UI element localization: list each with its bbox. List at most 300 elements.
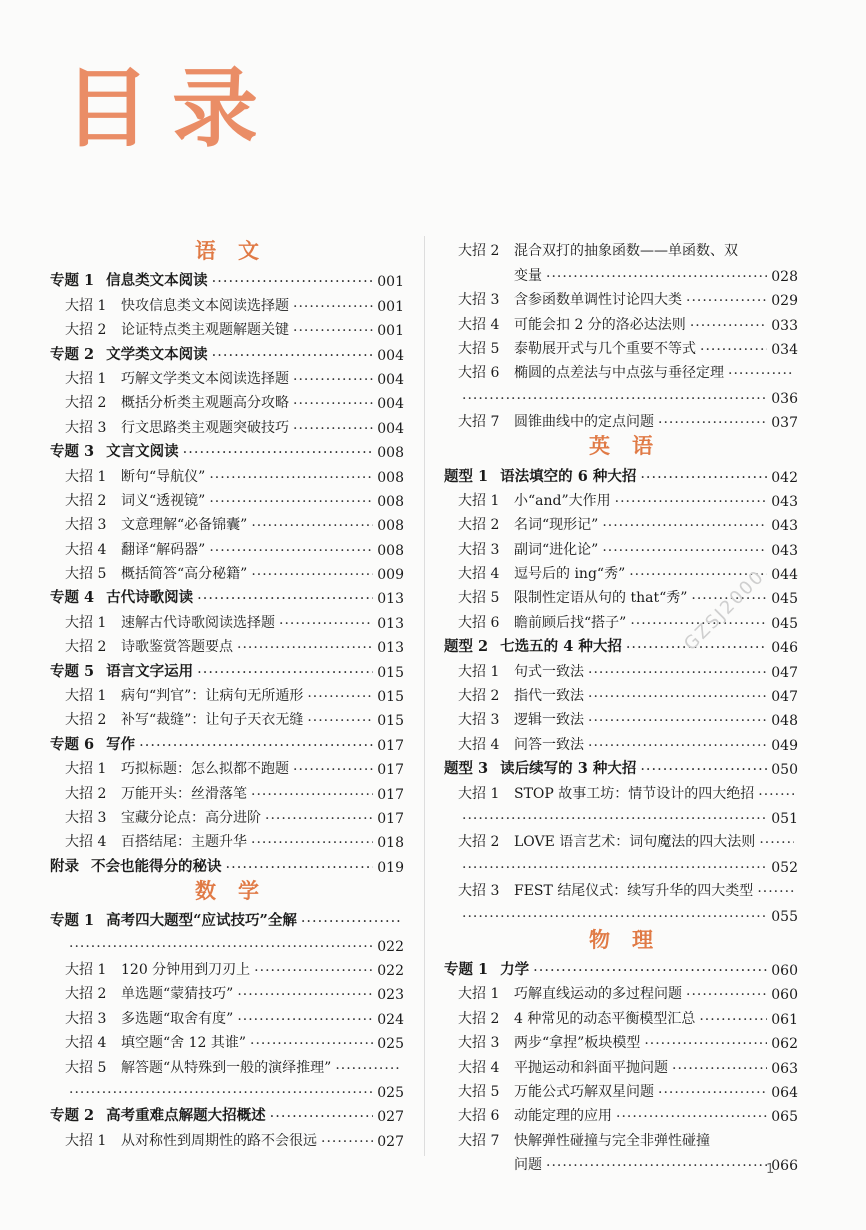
entry-label: 大招 3 (458, 541, 500, 558)
entry-page: 023 (377, 987, 404, 1004)
toc-entry[interactable] (458, 407, 798, 431)
toc-entry[interactable] (65, 364, 404, 388)
toc-entry[interactable] (65, 1028, 404, 1052)
entry-label: 大招 3 (65, 419, 107, 436)
leader-dots (212, 274, 374, 290)
entry-label: 大招 1 (65, 297, 107, 314)
entry-page: 027 (377, 1109, 404, 1126)
leader-dots (251, 567, 373, 583)
entry-page: 065 (771, 1109, 798, 1126)
leader-dots (209, 470, 373, 486)
entry-title: 副词“进化论” (514, 541, 599, 558)
entry-title: 含参函数单调性讨论四大类 (514, 292, 682, 309)
entry-page: 017 (377, 810, 404, 827)
toc-entry[interactable] (65, 803, 404, 827)
entry-page: 018 (377, 835, 404, 852)
toc-entry[interactable] (458, 309, 798, 333)
toc-right-column (444, 236, 798, 1174)
entry-label: 大招 5 (65, 566, 107, 583)
toc-entry[interactable] (458, 285, 798, 309)
toc-entry[interactable] (65, 290, 404, 314)
entry-label: 大招 3 (65, 1010, 107, 1027)
entry-page: 004 (377, 420, 404, 437)
entry-title: 巧拟标题：怎么拟都不跑题 (121, 761, 289, 778)
entry-title: 万能开头：丝滑落笔 (121, 785, 247, 802)
entry-label: 大招 2 (65, 639, 107, 656)
toc-entry[interactable] (65, 315, 404, 339)
leader-dots (226, 860, 374, 876)
leader-dots (197, 665, 373, 681)
entry-page: 008 (377, 542, 404, 559)
toc-entry[interactable] (458, 236, 798, 260)
entry-title: 文言文阅读 (106, 443, 179, 461)
leader-dots (699, 1012, 767, 1028)
entry-title: 巧解直线运动的多过程问题 (514, 986, 682, 1003)
leader-dots (293, 299, 373, 315)
entry-title: 解答题“从特殊到一般的演绎推理” (121, 1059, 332, 1076)
leader-dots (616, 1109, 767, 1125)
toc-entry[interactable] (458, 1003, 798, 1027)
entry-label: 大招 2 (458, 1010, 500, 1027)
leader-dots (588, 738, 767, 754)
entry-page: 001 (377, 298, 404, 315)
leader-dots (462, 391, 767, 407)
entry-title: 速解古代诗歌阅读选择题 (121, 614, 275, 631)
entry-label: 大招 2 (65, 395, 107, 412)
entry-label: 大招 4 (458, 316, 500, 333)
leader-dots (209, 543, 373, 559)
toc-entry[interactable] (65, 486, 404, 510)
column-divider (424, 236, 425, 1156)
toc-entry-continued[interactable] (458, 851, 798, 875)
entry-page: 001 (377, 323, 404, 340)
entry-page: 025 (377, 1084, 404, 1101)
entry-title: 翻译“解码器” (121, 541, 206, 558)
leader-dots (270, 1109, 374, 1125)
entry-page: 009 (377, 567, 404, 584)
entry-page: 019 (377, 859, 404, 876)
entry-page: 004 (377, 396, 404, 413)
toc-entry-continued[interactable] (458, 803, 798, 827)
entry-page: 047 (771, 689, 798, 706)
entry-page: 043 (771, 542, 798, 559)
entry-label: 附录 (50, 857, 79, 875)
leader-dots (301, 914, 400, 930)
entry-page: 033 (771, 317, 798, 334)
entry-page: 055 (771, 908, 798, 925)
entry-title: 限制性定语从句的 that“秀” (514, 590, 688, 607)
entry-label: 大招 1 (65, 1132, 107, 1149)
entry-title: 补写“裁缝”：让句子天衣无缝 (121, 712, 304, 729)
toc-entry[interactable] (458, 729, 798, 753)
entry-label: 专题 2 (50, 345, 95, 363)
leader-dots (69, 1085, 373, 1101)
leader-dots (237, 1012, 373, 1028)
leader-dots (251, 835, 373, 851)
leader-dots (293, 421, 373, 437)
entry-page: 066 (771, 1158, 798, 1175)
entry-label: 大招 3 (65, 809, 107, 826)
leader-dots (307, 689, 373, 705)
leader-dots (690, 318, 767, 334)
toc-entry[interactable] (458, 681, 798, 705)
entry-label: 大招 2 (458, 688, 500, 705)
toc-entry[interactable] (65, 778, 404, 802)
leader-dots (533, 963, 767, 979)
leader-dots (197, 591, 373, 607)
leader-dots (588, 689, 767, 705)
toc-section-entry[interactable] (50, 729, 404, 753)
entry-title: 读后续写的 3 种大招 (500, 760, 637, 778)
toc-entry[interactable] (65, 681, 404, 705)
entry-title: 动能定理的应用 (514, 1108, 612, 1125)
entry-label: 大招 1 (458, 785, 500, 802)
leader-dots (658, 1085, 767, 1101)
entry-page: 024 (377, 1011, 404, 1028)
entry-title: 写作 (106, 735, 136, 753)
toc-entry[interactable] (65, 534, 404, 558)
entry-page: 029 (771, 293, 798, 310)
toc-entry[interactable] (458, 1028, 798, 1052)
toc-entry[interactable] (458, 1101, 798, 1125)
entry-title: 多选题“取舍有度” (121, 1010, 234, 1027)
entry-title: FEST 结尾仪式：续写升华的四大类型 (514, 883, 754, 900)
leader-dots (640, 470, 767, 486)
entry-label: 大招 6 (458, 614, 500, 631)
toc-entry[interactable] (65, 607, 404, 631)
leader-dots (757, 884, 794, 900)
toc-entry-continued[interactable] (65, 1077, 404, 1101)
toc-entry[interactable] (65, 559, 404, 583)
leader-dots (69, 939, 373, 955)
entry-title: 120 分钟用到刀刃上 (121, 961, 251, 978)
entry-label: 题型 3 (444, 760, 489, 778)
entry-title: 小“and”大作用 (514, 492, 611, 509)
leader-dots (758, 787, 794, 803)
entry-page: 008 (377, 518, 404, 535)
toc-section-entry[interactable] (444, 955, 798, 979)
entry-page: 015 (377, 713, 404, 730)
entry-title: 信息类文本阅读 (106, 272, 208, 290)
toc-entry-continued[interactable] (458, 1150, 798, 1174)
entry-title: 填空题“舍 12 其谁” (121, 1035, 247, 1052)
toc-entry[interactable] (65, 1125, 404, 1149)
entry-page: 060 (771, 962, 798, 979)
toc-section-entry[interactable] (444, 632, 798, 656)
toc-section-entry[interactable] (50, 906, 404, 930)
entry-title: 语法填空的 6 种大招 (500, 467, 637, 485)
leader-dots (183, 445, 374, 461)
toc-entry[interactable] (458, 979, 798, 1003)
entry-title: 语言文字运用 (106, 662, 194, 680)
toc-entry[interactable] (458, 534, 798, 558)
entry-label: 大招 2 (65, 322, 107, 339)
entry-label: 专题 6 (50, 735, 95, 753)
toc-entry[interactable] (65, 827, 404, 851)
toc-entry[interactable] (65, 705, 404, 729)
leader-dots (237, 987, 373, 1003)
entry-page: 028 (771, 268, 798, 285)
toc-entry[interactable] (65, 1003, 404, 1027)
entry-page: 046 (771, 640, 798, 657)
entry-title: 句式一致法 (514, 663, 584, 680)
entry-title: 论证特点类主观题解题关键 (121, 322, 289, 339)
entry-label: 大招 4 (65, 834, 107, 851)
toc-entry[interactable] (65, 412, 404, 436)
entry-title: 高考四大题型“应试技巧”全解 (106, 912, 297, 930)
leader-dots (686, 987, 767, 1003)
entry-label: 大招 5 (458, 590, 500, 607)
toc-section-entry[interactable] (50, 1101, 404, 1125)
section-heading: 语文 (195, 239, 281, 263)
toc-section-entry[interactable] (444, 461, 798, 485)
entry-page: 022 (377, 962, 404, 979)
entry-label: 题型 1 (444, 467, 489, 485)
leader-dots (588, 665, 767, 681)
toc-entry[interactable] (458, 607, 798, 631)
entry-label: 大招 4 (65, 1035, 107, 1052)
entry-title: 从对称性到周期性的路不会很远 (121, 1132, 317, 1149)
entry-page: 045 (771, 591, 798, 608)
leader-dots (251, 518, 373, 534)
entry-page: 004 (377, 371, 404, 388)
entry-title: 断句“导航仪” (121, 468, 206, 485)
entry-label: 大招 1 (65, 614, 107, 631)
entry-page: 037 (771, 415, 798, 432)
leader-dots (686, 293, 767, 309)
entry-page: 017 (377, 786, 404, 803)
entry-label: 大招 3 (458, 712, 500, 729)
toc-section-entry[interactable] (50, 266, 404, 290)
entry-page: 034 (771, 341, 798, 358)
toc-entry[interactable] (458, 876, 798, 900)
entry-title: 不会也能得分的秘诀 (91, 857, 222, 875)
toc-entry[interactable] (65, 955, 404, 979)
entry-title: 混合双打的抽象函数——单函数、双 (514, 243, 738, 260)
entry-label: 专题 1 (50, 272, 95, 290)
toc-entry[interactable] (458, 1125, 798, 1149)
toc-section-entry[interactable] (50, 339, 404, 363)
toc-section-entry[interactable] (50, 656, 404, 680)
entry-title: 诗歌鉴赏答题要点 (121, 639, 233, 656)
entry-label: 大招 6 (458, 365, 500, 382)
leader-dots (321, 1134, 373, 1150)
entry-label: 大招 3 (65, 517, 107, 534)
entry-label: 专题 3 (50, 443, 95, 461)
entry-title: 词义“透视镜” (121, 492, 206, 509)
entry-title: 圆锥曲线中的定点问题 (514, 414, 654, 431)
toc-section-entry[interactable] (50, 437, 404, 461)
entry-page: 061 (771, 1011, 798, 1028)
entry-page: 015 (377, 689, 404, 706)
section-heading: 数学 (195, 878, 281, 903)
leader-dots (588, 713, 767, 729)
entry-label: 大招 3 (458, 1035, 500, 1052)
leader-dots (658, 415, 767, 431)
entry-title: 瞻前顾后找“搭子” (514, 614, 627, 631)
toc-entry[interactable] (458, 1052, 798, 1076)
entry-label: 大招 1 (65, 761, 107, 778)
entry-label: 大招 4 (458, 566, 500, 583)
entry-title: 单选题“蒙猜技巧” (121, 986, 234, 1003)
entry-title: 椭圆的点差法与中点弦与垂径定理 (514, 365, 724, 382)
leader-dots (279, 616, 373, 632)
entry-page: 013 (377, 615, 404, 632)
entry-label: 大招 1 (65, 468, 107, 485)
entry-label: 大招 2 (458, 243, 500, 260)
entry-title-continued: 问题 (514, 1157, 542, 1174)
toc-entry[interactable] (65, 632, 404, 656)
entry-title: 泰勒展开式与几个重要不等式 (514, 340, 696, 357)
entry-label: 大招 5 (458, 340, 500, 357)
leader-dots (293, 372, 373, 388)
entry-page: 017 (377, 737, 404, 754)
entry-label: 大招 2 (65, 492, 107, 509)
toc-entry[interactable] (458, 1077, 798, 1101)
entry-label: 大招 2 (458, 517, 500, 534)
toc-section-entry[interactable] (50, 583, 404, 607)
entry-title: 概括分析类主观题高分攻略 (121, 395, 289, 412)
entry-label: 专题 5 (50, 662, 95, 680)
entry-title: 可能会扣 2 分的洛必达法则 (514, 316, 686, 333)
leader-dots (546, 1158, 767, 1174)
toc-section-entry[interactable] (50, 851, 404, 875)
toc-entry-continued[interactable] (458, 260, 798, 284)
entry-page: 063 (771, 1060, 798, 1077)
toc-entry[interactable] (458, 334, 798, 358)
toc-entry[interactable] (65, 510, 404, 534)
entry-title: 百搭结尾：主题升华 (121, 834, 247, 851)
entry-title: 七选五的 4 种大招 (500, 638, 622, 656)
entry-label: 大招 5 (65, 1059, 107, 1076)
entry-page: 064 (771, 1084, 798, 1101)
entry-title: 宝藏分论点：高分进阶 (121, 809, 261, 826)
entry-title: 病句“判官”：让病句无所遁形 (121, 688, 304, 705)
toc-entry[interactable] (458, 656, 798, 680)
leader-dots (602, 518, 767, 534)
entry-title: 文学类文本阅读 (106, 345, 208, 363)
entry-page: 013 (377, 591, 404, 608)
toc-entry[interactable] (65, 461, 404, 485)
entry-title: 行文思路类主观题突破技巧 (121, 419, 289, 436)
entry-label: 题型 2 (444, 638, 489, 656)
toc-entry[interactable] (458, 486, 798, 510)
entry-label: 大招 3 (458, 292, 500, 309)
entry-title: 万能公式巧解双星问题 (514, 1083, 654, 1100)
toc-entry[interactable] (458, 705, 798, 729)
leader-dots (209, 494, 373, 510)
leader-dots (759, 835, 794, 851)
entry-page: 052 (771, 859, 798, 876)
entry-label: 大招 1 (458, 663, 500, 680)
toc-section-entry[interactable] (444, 754, 798, 778)
entry-page: 001 (377, 274, 404, 291)
entry-label: 大招 1 (458, 986, 500, 1003)
leader-dots (640, 762, 767, 778)
toc-entry-continued[interactable] (458, 382, 798, 406)
entry-title-continued: 变量 (514, 267, 542, 284)
entry-label: 大招 5 (458, 1083, 500, 1100)
entry-page: 008 (377, 469, 404, 486)
entry-page: 048 (771, 713, 798, 730)
entry-page: 025 (377, 1036, 404, 1053)
entry-title: 快解弹性碰撞与完全非弹性碰撞 (514, 1132, 710, 1149)
entry-page: 051 (771, 810, 798, 827)
entry-title: 文意理解“必备锦囊” (121, 517, 248, 534)
entry-title: 名词“现形记” (514, 517, 599, 534)
entry-page: 008 (377, 445, 404, 462)
entry-page: 013 (377, 640, 404, 657)
page-title: 目录 (64, 59, 280, 159)
entry-label: 专题 4 (50, 589, 95, 607)
entry-label: 专题 2 (50, 1107, 95, 1125)
leader-dots (728, 366, 794, 382)
toc-entry-continued[interactable] (458, 900, 798, 924)
toc-entry[interactable] (65, 388, 404, 412)
entry-page: 049 (771, 737, 798, 754)
entry-title: 力学 (500, 960, 530, 978)
toc-entry-continued[interactable] (65, 930, 404, 954)
leader-dots (250, 1036, 373, 1052)
leader-dots (307, 713, 373, 729)
toc-entry[interactable] (65, 754, 404, 778)
entry-label: 大招 2 (458, 834, 500, 851)
entry-page: 044 (771, 567, 798, 584)
entry-title: 平抛运动和斜面平抛问题 (514, 1059, 668, 1076)
leader-dots (462, 909, 767, 925)
toc-entry[interactable] (458, 827, 798, 851)
entry-label: 大招 4 (65, 541, 107, 558)
entry-page: 015 (377, 664, 404, 681)
leader-dots (462, 860, 767, 876)
toc-entry[interactable] (65, 1052, 404, 1076)
entry-label: 大招 4 (458, 736, 500, 753)
entry-title: 逗号后的 ing“秀” (514, 566, 626, 583)
entry-page: 008 (377, 493, 404, 510)
leader-dots (293, 762, 373, 778)
entry-title: STOP 故事工坊：情节设计的四大绝招 (514, 785, 755, 802)
leader-dots (254, 963, 373, 979)
toc-entry[interactable] (65, 979, 404, 1003)
entry-page: 062 (771, 1036, 798, 1053)
entry-label: 大招 2 (65, 785, 107, 802)
leader-dots (700, 342, 767, 358)
leader-dots (265, 811, 373, 827)
leader-dots (293, 396, 373, 412)
leader-dots (644, 1036, 767, 1052)
page-number: 1 (766, 1162, 775, 1177)
section-heading: 物理 (589, 927, 675, 952)
entry-page: 050 (771, 762, 798, 779)
toc-entry[interactable] (458, 510, 798, 534)
leader-dots (293, 323, 373, 339)
entry-page: 043 (771, 493, 798, 510)
entry-label: 大招 1 (65, 688, 107, 705)
toc-entry[interactable] (458, 358, 798, 382)
entry-label: 大招 7 (458, 1132, 500, 1149)
entry-label: 大招 2 (65, 712, 107, 729)
entry-label: 大招 4 (458, 1059, 500, 1076)
entry-title: 快攻信息类文本阅读选择题 (121, 297, 289, 314)
leader-dots (139, 738, 373, 754)
entry-label: 大招 6 (458, 1108, 500, 1125)
entry-label: 大招 1 (458, 492, 500, 509)
entry-title: 概括简答“高分秘籍” (121, 566, 248, 583)
entry-title: 逻辑一致法 (514, 712, 584, 729)
toc-entry[interactable] (458, 778, 798, 802)
entry-title: 古代诗歌阅读 (106, 589, 194, 607)
entry-title: 指代一致法 (514, 688, 584, 705)
